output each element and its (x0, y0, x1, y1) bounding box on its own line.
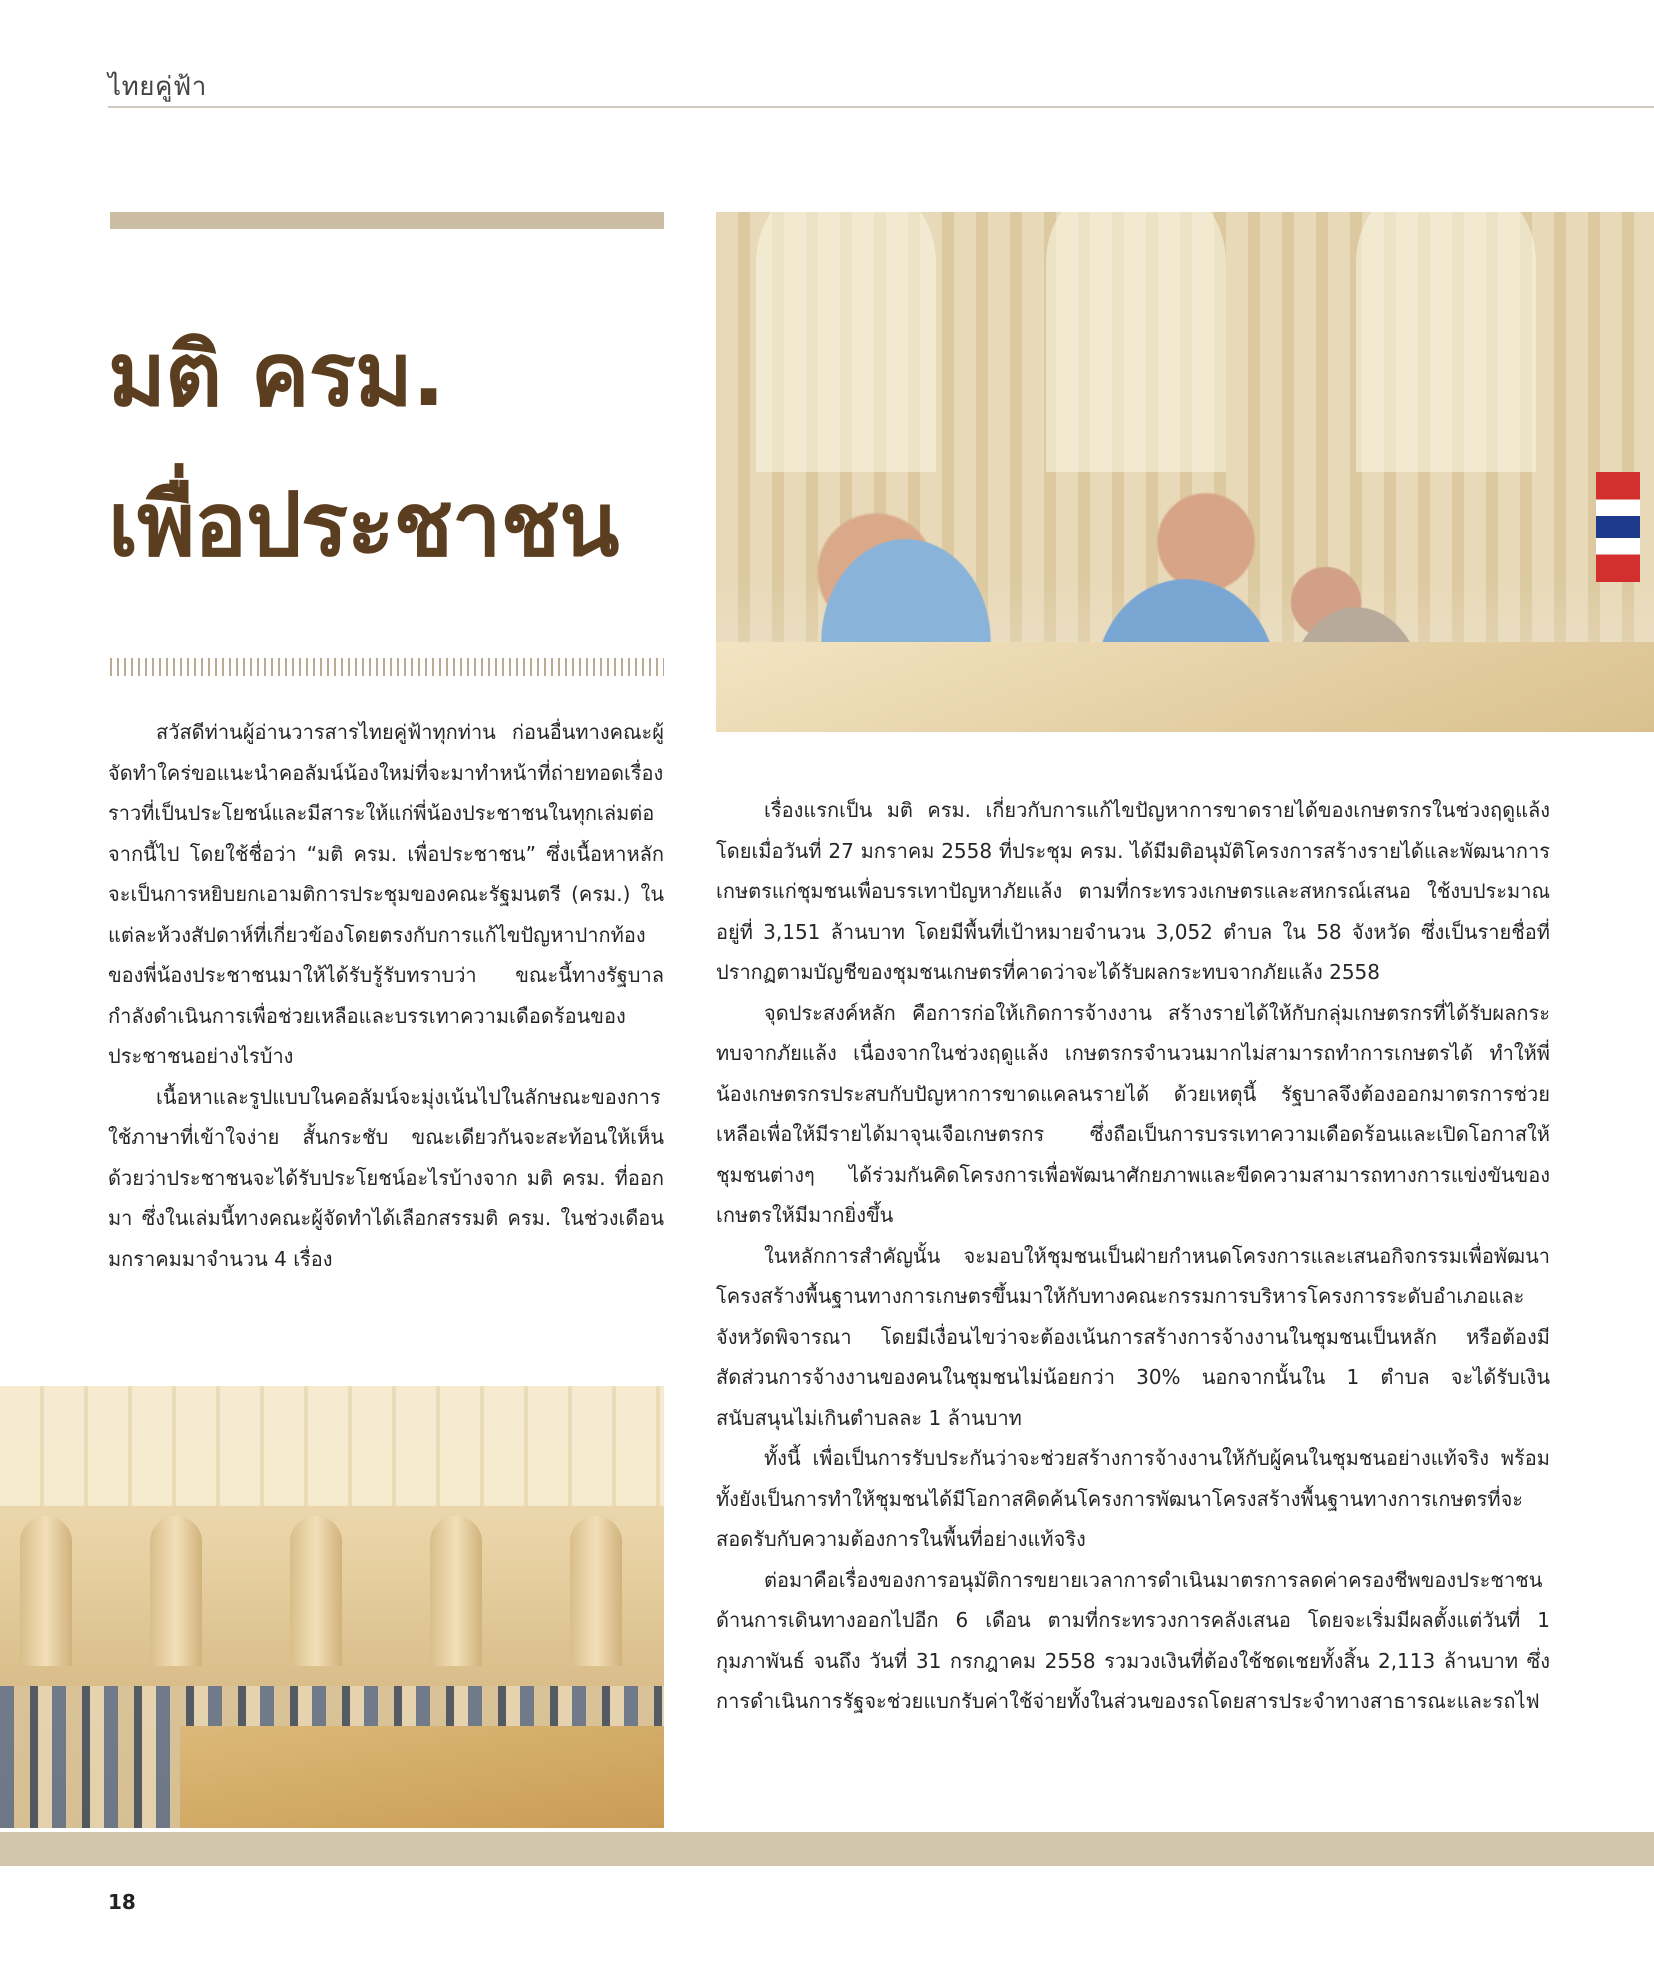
header-rule (108, 106, 1654, 108)
photo-drape (150, 1516, 202, 1666)
footer-bar (0, 1832, 1654, 1866)
title-line-1: มติ ครม. (108, 323, 445, 426)
paragraph: ทั้งนี้ เพื่อเป็นการรับประกันว่าจะช่วยสร้างการจ้างงานให้กับผู้คนในชุมชนอย่างแท้จริง พร้อมทั้งยังเป็นการทำให้ชุมชนได้มีโอกาสคิดค้นโครงการพัฒนาโครงสร้างพื้นฐานทางการเกษตรที่จะสอดรับกับความต้องการในพื้นที่อย่างแท้จริง (716, 1446, 1550, 1551)
photo-arch (1046, 212, 1226, 472)
paragraph: จุดประสงค์หลัก คือการก่อให้เกิดการจ้างงาน สร้างรายได้ให้กับกลุ่มเกษตรกรที่ได้รับผลกระทบจากภัยแล้ง เนื่องจากในช่วงฤดูแล้ง เกษตรกรจำนวนมากไม่สามารถทำการเกษตรได้ ทำให้พี่น้องเกษตรกรประสบกับปัญหาการขาดแคลนรายได้ ด้วยเหตุนี้ รัฐบาลจึงต้องออกมาตรการช่วยเหลือเพื่อให้มีรายได้มาจุนเจือเกษตรกร ซึ่งถือเป็นการบรรเทาความเดือดร้อนและเปิดโอกาสให้ชุมชนต่างๆ ได้ร่วมกันคิดโครงการเพื่อพัฒนาศักยภาพและขีดความสามารถทางการแข่งขันของเกษตรให้มีมากยิ่งขึ้น (716, 1000, 1550, 1227)
article-title (108, 300, 708, 600)
title-accent-bar (110, 212, 664, 229)
paragraph: เนื้อหาและรูปแบบในคอลัมน์จะมุ่งเน้นไปในลักษณะของการใช้ภาษาที่เข้าใจง่าย สั้นกระชับ ขณะเดียวกันจะสะท้อนให้เห็นด้วยว่าประชาชนจะได้รับประโยชน์อะไรบ้างจาก มติ ครม. ที่ออกมา ซึ่งในเล่มนี้ทางคณะผู้จัดทำได้เลือกสรรมติ ครม. ในช่วงเดือนมกราคมมาจำนวน 4 เรื่อง (108, 1084, 664, 1271)
photo-drape (430, 1516, 482, 1666)
photo-arch (756, 212, 936, 472)
right-column (716, 790, 1550, 1722)
photo-table (716, 642, 1654, 732)
meeting-hall-photo (0, 1386, 664, 1828)
photo-arch (1356, 212, 1536, 472)
photo-tablecloth (180, 1726, 664, 1828)
paragraph: ต่อมาคือเรื่องของการอนุมัติการขยายเวลาการดำเนินมาตรการลดค่าครองชีพของประชาชนด้านการเดินทางออกไปอีก 6 เดือน ตามที่กระทรวงการคลังเสนอ โดยจะเริ่มมีผลตั้งแต่วันที่ 1 กุมภาพันธ์ จนถึง วันที่ 31 กรกฎาคม 2558 รวมวงเงินที่ต้องใช้ชดเชยทั้งสิ้น 2,113 ล้านบาท ซึ่งการดำเนินการรัฐจะช่วยแบกรับค่าใช้จ่ายทั้งในส่วนของรถโดยสารประจำทางสาธารณะและรถไฟ (716, 1567, 1550, 1713)
photo-drape (570, 1516, 622, 1666)
paragraph: เรื่องแรกเป็น มติ ครม. เกี่ยวกับการแก้ไขปัญหาการขาดรายได้ของเกษตรกรในช่วงฤดูแล้ง โดยเมื่อวันที่ 27 มกราคม 2558 ที่ประชุม ครม. ได้มีมติอนุมัติโครงการสร้างรายได้และพัฒนาการเกษตรแก่ชุมชนเพื่อบรรเทาปัญหาภัยแล้ง ตามที่กระทรวงเกษตรและสหกรณ์เสนอ ใช้งบประมาณอยู่ที่ 3,151 ล้านบาท โดยมีพื้นที่เป้าหมายจำนวน 3,052 ตำบล ใน 58 จังหวัด ซึ่งเป็นรายชื่อที่ปรากฏตามบัญชีของชุมชนเกษตรที่คาดว่าจะได้รับผลกระทบจากภัยแล้ง 2558 (716, 798, 1550, 984)
title-line-2: เพื่อประชาชน (108, 473, 619, 576)
running-head: ไทยคู่ฟ้า (108, 72, 207, 102)
thai-flag-icon (1596, 472, 1640, 582)
paragraph: ในหลักการสำคัญนั้น จะมอบให้ชุมชนเป็นฝ่ายกำหนดโครงการและเสนอกิจกรรมเพื่อพัฒนาโครงสร้างพื้นฐานทางการเกษตรขึ้นมาให้กับทางคณะกรรมการบริหารโครงการระดับอำเภอและจังหวัดพิจารณา โดยมีเงื่อนไขว่าจะต้องเน้นการสร้างการจ้างงานในชุมชนเป็นหลัก หรือต้องมีสัดส่วนการจ้างงานของคนในชุมชนไม่น้อยกว่า 30% นอกจากนั้นใน 1 ตำบล จะได้รับเงินสนับสนุนไม่เกินตำบลละ 1 ล้านบาท (716, 1243, 1550, 1430)
photo-drape (20, 1516, 72, 1666)
left-column (108, 712, 664, 1279)
photo-drape (290, 1516, 342, 1666)
paragraph: สวัสดีท่านผู้อ่านวารสารไทยคู่ฟ้าทุกท่าน ก่อนอื่นทางคณะผู้จัดทำใคร่ขอแนะนำคอลัมน์น้องใหม่ที่จะมาทำหน้าที่ถ่ายทอดเรื่องราวที่เป็นประโยชน์และมีสาระให้แก่พี่น้องประชาชนในทุกเล่มต่อจากนี้ไป โดยใช้ชื่อว่า “มติ ครม. เพื่อประชาชน” ซึ่งเนื้อหาหลักจะเป็นการหยิบยกเอามติการประชุมของคณะรัฐมนตรี (ครม.) ในแต่ละห้วงสัปดาห์ที่เกี่ยวข้องโดยตรงกับการแก้ไขปัญหาปากท้องของพี่น้องประชาชนมาให้ได้รับรู้รับทราบว่า ขณะนี้ทางรัฐบาลกำลังดำเนินการเพื่อช่วยเหลือและบรรเทาความเดือดร้อนของประชาชนอย่างไรบ้าง (108, 720, 664, 1068)
decorative-hatch-rule (110, 658, 664, 676)
photo-ceiling (0, 1386, 664, 1506)
cabinet-meeting-photo (716, 212, 1654, 732)
page-number: 18 (108, 1890, 136, 1914)
